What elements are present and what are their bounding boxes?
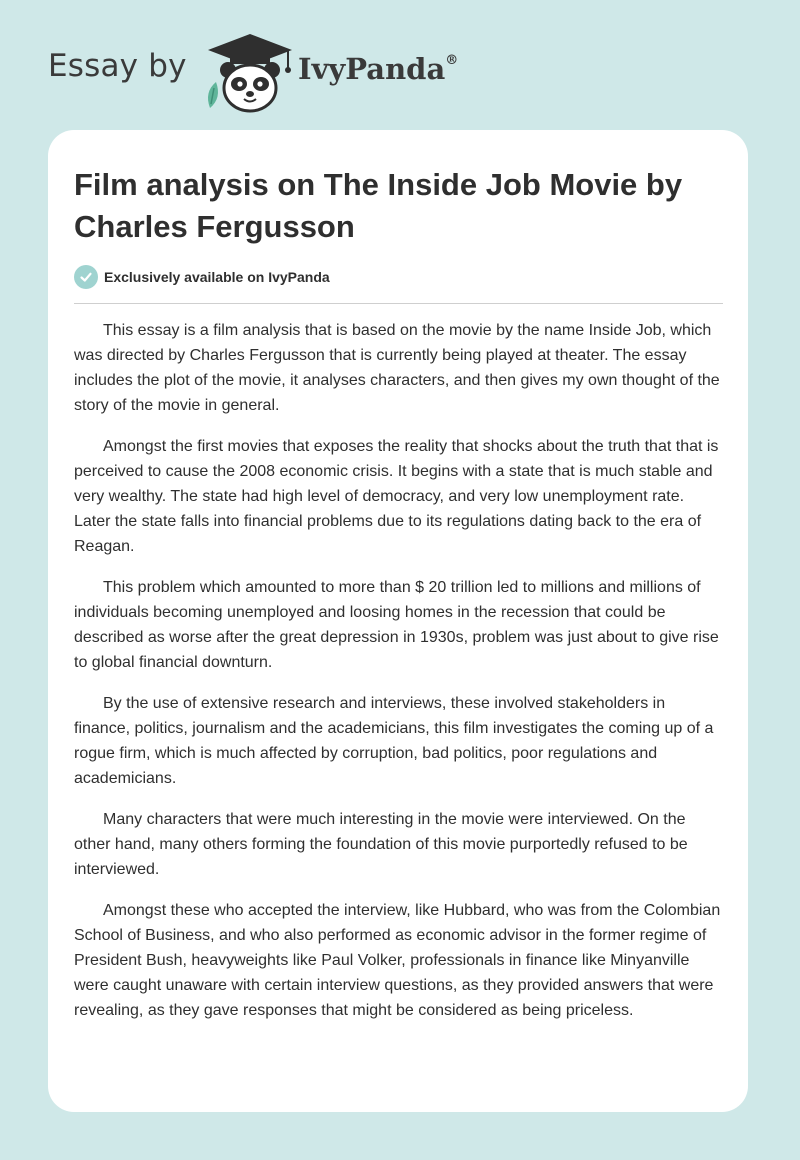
essay-card bbox=[48, 130, 748, 1112]
panda-graduate-icon[interactable] bbox=[202, 32, 298, 114]
paragraph: Many characters that were much interesting in the movie were interviewed. On the other hand, many others forming the foundation of this movie purportedly refused to be interviewed. bbox=[74, 811, 688, 878]
exclusive-badge-label: Exclusively available on IvyPanda bbox=[104, 269, 330, 285]
essay-by-label: Essay by bbox=[48, 48, 187, 84]
paragraph: Amongst the first movies that exposes the reality that shocks about the truth that that is perceived to cause the 2008 economic crisis. It begins with a state that is much stable and very wealthy. The state had high level of democracy, and very low unemployment rate. Later the state falls into financial problems due to its regulations dating back to the era of Reagan. bbox=[74, 438, 719, 555]
divider bbox=[74, 303, 723, 304]
check-icon bbox=[74, 265, 98, 289]
essay-body bbox=[74, 318, 724, 1039]
exclusive-badge bbox=[74, 264, 330, 290]
paragraph: This essay is a film analysis that is based on the movie by the name Inside Job, which was directed by Charles Fergusson that is currently being played at theater. The essay includes the plot of the movie, it analyses characters, and then gives my own thought of the story of the movie in general. bbox=[74, 322, 720, 414]
paragraph: By the use of extensive research and interviews, these involved stakeholders in finance, politics, journalism and the academicians, this film investigates the coming up of a rogue firm, which is much affected by corruption, bad politics, poor regulations and academicians. bbox=[74, 695, 714, 787]
site-header bbox=[48, 30, 648, 114]
trademark-symbol: ® bbox=[445, 53, 459, 69]
paragraph: Amongst these who accepted the interview, like Hubbard, who was from the Colombian School of Business, and who also performed as economic advisor in the former regime of President Bush, heavyweights like Paul Volker, professionals in finance like Minyanville were caught unaware with certain interview questions, as they provided answers that were revealing, as they gave responses that might be considered as being priceless. bbox=[74, 902, 721, 1019]
essay-title: Film analysis on The Inside Job Movie by Charles Fergusson bbox=[74, 167, 683, 244]
paragraph: This problem which amounted to more than $ 20 trillion led to millions and millions of individuals becoming unemployed and loosing homes in the recession that could be described as worse after the great depression in 1930s, problem was just about to give rise to global financial downturn. bbox=[74, 579, 719, 671]
brand-name[interactable] bbox=[298, 52, 458, 86]
brand-name-text: IvyPanda bbox=[298, 52, 446, 86]
